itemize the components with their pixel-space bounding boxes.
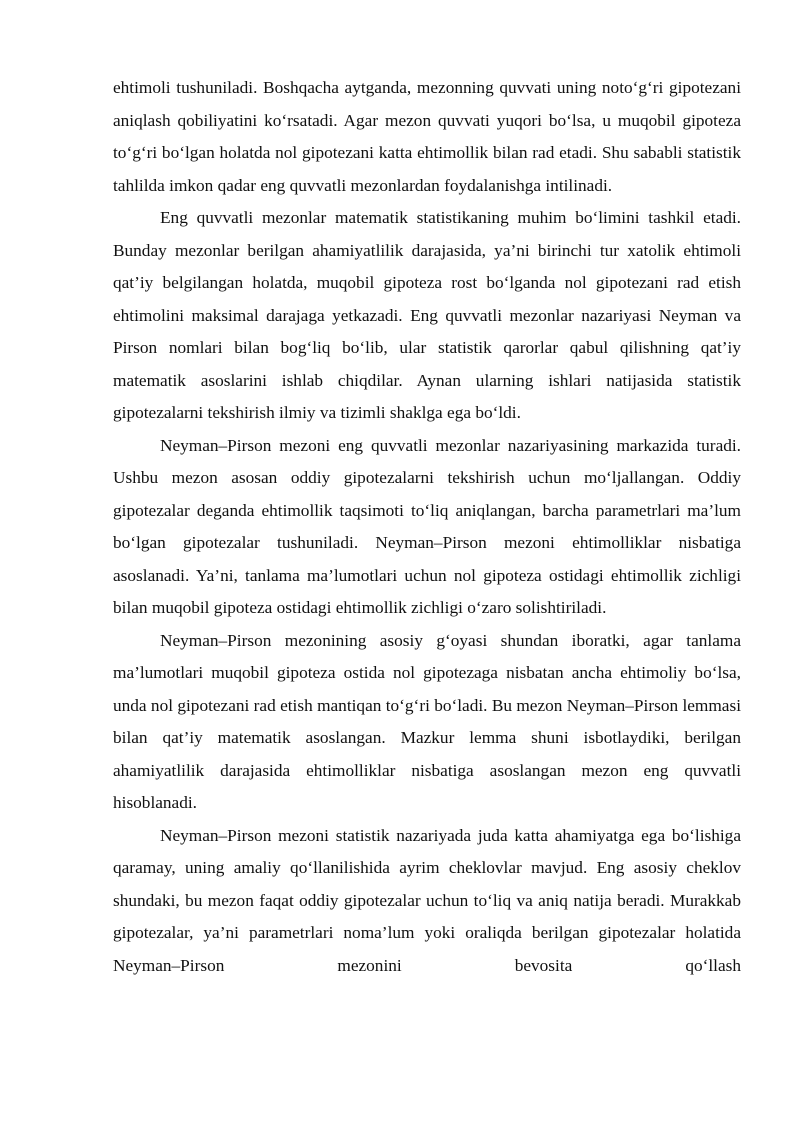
paragraph-2: Eng quvvatli mezonlar matematik statistikaning muhim bo‘limini tashkil etadi. Bunday mezonlar berilgan ahamiyatlilik darajasida, ya’ni birinchi tur xatolik ehtimoli qat’iy belgilangan holatda, muqobil gipoteza rost bo‘lganda nol gipotezani rad etish ehtimolini maksimal darajaga yetkazadi. Eng quvvatli mezonlar nazariyasi Neyman va Pirson nomlari bilan bog‘liq bo‘lib, ular statistik qarorlar qabul qilishning qat’iy matematik asoslarini ishlab chiqdilar. Aynan ularning ishlari natijasida statistik gipotezalarni tekshirish ilmiy va tizimli shaklga ega bo‘ldi. — [113, 208, 741, 422]
paragraph-5: Neyman–Pirson mezoni statistik nazariyada juda katta ahamiyatga ega bo‘lishiga qaramay, uning amaliy qo‘llanilishida ayrim cheklovlar mavjud. Eng asosiy cheklov shundaki, bu mezon faqat oddiy gipotezalar uchun to‘liq va aniq natija beradi. Murakkab gipotezalar, ya’ni parametrlari noma’lum yoki oraliqda berilgan gipotezalar holatida Neyman–Pirson mezonini bevosita qo‘llash — [113, 825, 741, 975]
document-page — [113, 72, 741, 982]
paragraph-3: Neyman–Pirson mezoni eng quvvatli mezonlar nazariyasining markazida turadi. Ushbu mezon asosan oddiy gipotezalarni tekshirish uchun mo‘ljallangan. Oddiy gipotezalar deganda ehtimollik taqsimoti to‘liq aniqlangan, barcha parametrlari ma’lum bo‘lgan gipotezalar tushuniladi. Neyman–Pirson mezoni ehtimolliklar nisbatiga asoslanadi. Ya’ni, tanlama ma’lumotlari uchun nol gipoteza ostidagi ehtimollik zichligi bilan muqobil gipoteza ostidagi ehtimollik zichligi o‘zaro solishtiriladi. — [113, 435, 741, 617]
paragraph-1: ehtimoli tushuniladi. Boshqacha aytganda, mezonning quvvati uning noto‘g‘ri gipotezani aniqlash qobiliyatini ko‘rsatadi. Agar mezon quvvati yuqori bo‘lsa, u muqobil gipoteza to‘g‘ri bo‘lgan holatda nol gipotezani katta ehtimollik bilan rad etadi. Shu sababli statistik tahlilda imkon qadar eng quvvatli mezonlardan foydalanishga intilinadi. — [113, 78, 741, 195]
paragraph-4: Neyman–Pirson mezonining asosiy g‘oyasi shundan iboratki, agar tanlama ma’lumotlari muqobil gipoteza ostida nol gipotezaga nisbatan ancha ehtimoliy bo‘lsa, unda nol gipotezani rad etish mantiqan to‘g‘ri bo‘ladi. Bu mezon Neyman–Pirson lemmasi bilan qat’iy matematik asoslangan. Mazkur lemma shuni isbotlaydiki, berilgan ahamiyatlilik darajasida ehtimolliklar nisbatiga asoslangan mezon eng quvvatli hisoblanadi. — [113, 630, 741, 812]
